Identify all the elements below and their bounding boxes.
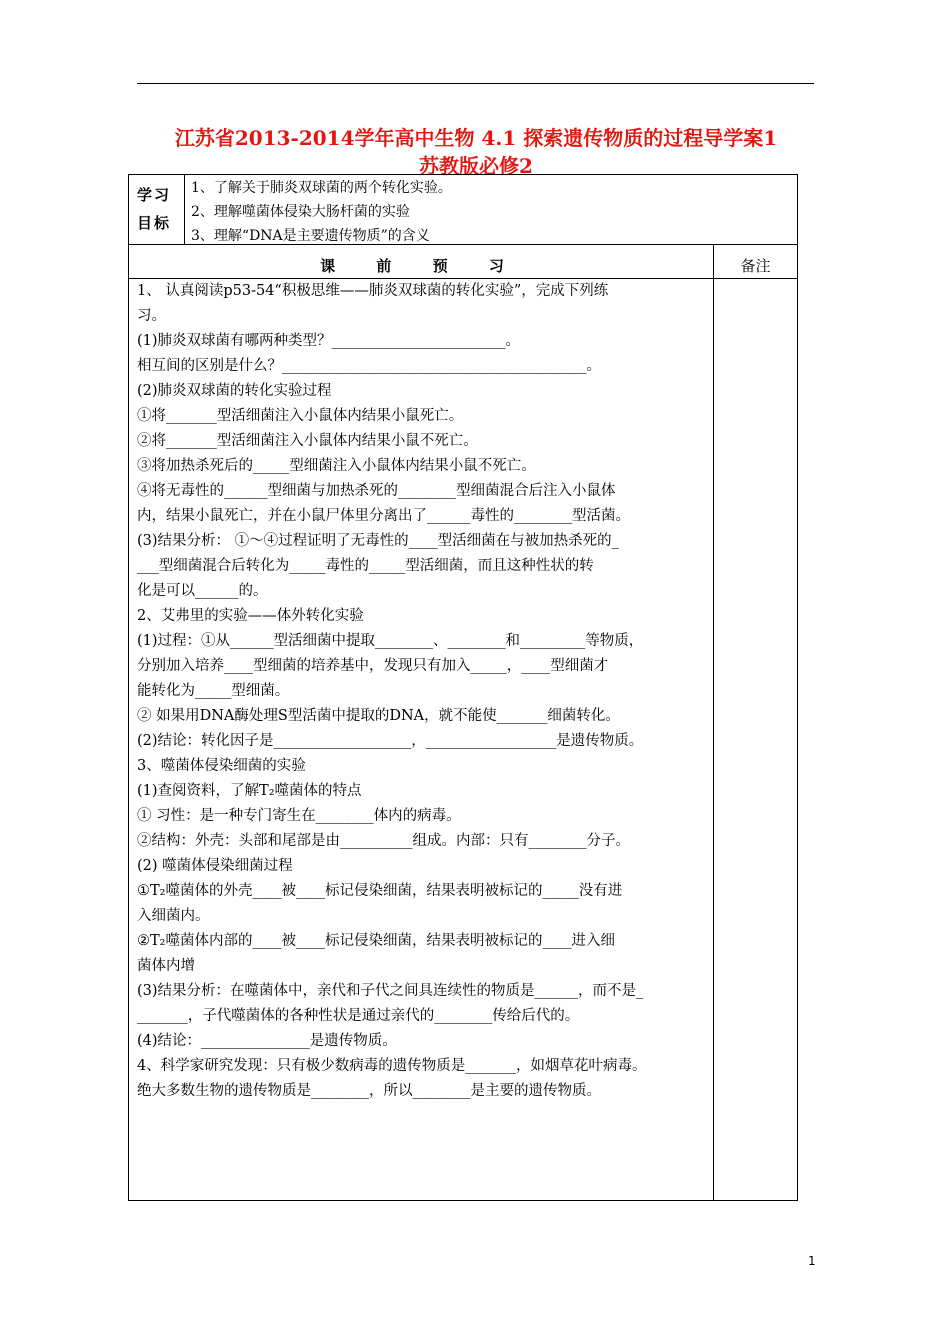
content-line: ②将_______型活细菌注入小鼠体内结果小鼠不死亡。 bbox=[137, 433, 478, 449]
goal-item: 2、理解噬菌体侵染大肠杆菌的实验 bbox=[191, 204, 410, 220]
content-line: (2)结论：转化因子是___________________，__________________是遗传物质。 bbox=[137, 733, 644, 749]
content-line: ① 习性：是一种专门寄生在________体内的病毒。 bbox=[137, 808, 461, 824]
goals-label: 学习目标 bbox=[137, 186, 172, 232]
content-line: ①将_______型活细菌注入小鼠体内结果小鼠死亡。 bbox=[137, 408, 464, 424]
content-line: 能转化为_____型细菌。 bbox=[137, 683, 290, 699]
content-line: (1)肺炎双球菌有哪两种类型？________________________。 bbox=[137, 333, 521, 349]
content-line: _______，子代噬菌体的各种性状是通过亲代的________传给后代的。 bbox=[137, 1008, 580, 1024]
content-line: 2、艾弗里的实验——体外转化实验 bbox=[137, 608, 364, 624]
content-line: (1)过程：①从______型活细菌中提取________、________和_________等物质， bbox=[137, 633, 644, 649]
content-line: ② 如果用DNA酶处理S型活菌中提取的DNA，就不能使_______细菌转化。 bbox=[137, 708, 620, 724]
section-header: 课 前 预 习 bbox=[320, 257, 522, 275]
document-title bbox=[128, 124, 824, 180]
content-line: 习。 bbox=[137, 308, 166, 324]
content-line: (2) 噬菌体侵染细菌过程 bbox=[137, 858, 293, 874]
content-line: ④将无毒性的______型细菌与加热杀死的________型细菌混合后注入小鼠体 bbox=[137, 483, 616, 499]
content-line: ②T₂噬菌体内部的____被____标记侵染细菌，结果表明被标记的____进入细 bbox=[137, 933, 615, 949]
content-line: ②结构：外壳：头部和尾部是由__________组成。内部：只有________分子。 bbox=[137, 833, 630, 849]
content-line: 相互间的区别是什么？__________________________________________。 bbox=[137, 358, 601, 374]
note-column-divider bbox=[713, 244, 714, 1200]
content-line: 入细菌内。 bbox=[137, 908, 210, 924]
content-line: (2)肺炎双球菌的转化实验过程 bbox=[137, 383, 332, 399]
goal-item: 1、了解关于肺炎双球菌的两个转化实验。 bbox=[191, 180, 452, 196]
worksheet-table bbox=[128, 174, 798, 1201]
title-line-2: 苏教版必修2 bbox=[419, 154, 533, 178]
content-line: (1)查阅资料，了解T₂噬菌体的特点 bbox=[137, 783, 362, 799]
title-line-1: 江苏省2013-2014学年高中生物 4.1 探索遗传物质的过程导学案1 bbox=[174, 126, 778, 150]
content-line: 化是可以______的。 bbox=[137, 583, 268, 599]
header-rule bbox=[137, 83, 814, 84]
content-line: 菌体内增 bbox=[137, 958, 195, 974]
content-line: (3)结果分析： ①～④过程证明了无毒性的____型活细菌在与被加热杀死的_ bbox=[137, 533, 619, 549]
content-line: ___型细菌混合后转化为_____毒性的_____型活细菌，而且这种性状的转 bbox=[137, 558, 594, 574]
content-line: ③将加热杀死后的_____型细菌注入小鼠体内结果小鼠不死亡。 bbox=[137, 458, 536, 474]
goal-divider bbox=[184, 175, 185, 244]
notes-header: 备注 bbox=[740, 257, 771, 275]
preview-content bbox=[137, 279, 707, 1104]
content-line: 内，结果小鼠死亡，并在小鼠尸体里分离出了______毒性的________型活菌。 bbox=[137, 508, 630, 524]
page-number: 1 bbox=[808, 1254, 816, 1268]
content-line: 绝大多数生物的遗传物质是________，所以________是主要的遗传物质。 bbox=[137, 1083, 601, 1099]
content-line: 1、 认真阅读p53-54“积极思维——肺炎双球菌的转化实验”，完成下列练 bbox=[137, 283, 609, 299]
content-line: (4)结论：_______________是遗传物质。 bbox=[137, 1033, 397, 1049]
goal-item: 3、理解“DNA是主要遗传物质”的含义 bbox=[191, 228, 430, 244]
content-line: 分别加入培养____型细菌的培养基中，发现只有加入_____，____型细菌才 bbox=[137, 658, 609, 674]
content-line: 4、科学家研究发现：只有极少数病毒的遗传物质是_______，如烟草花叶病毒。 bbox=[137, 1058, 647, 1074]
content-line: 3、噬菌体侵染细菌的实验 bbox=[137, 758, 306, 774]
content-line: ①T₂噬菌体的外壳____被____标记侵染细菌，结果表明被标记的_____没有进 bbox=[137, 883, 623, 899]
content-line: (3)结果分析：在噬菌体中，亲代和子代之间具连续性的物质是______，而不是_ bbox=[137, 983, 644, 999]
